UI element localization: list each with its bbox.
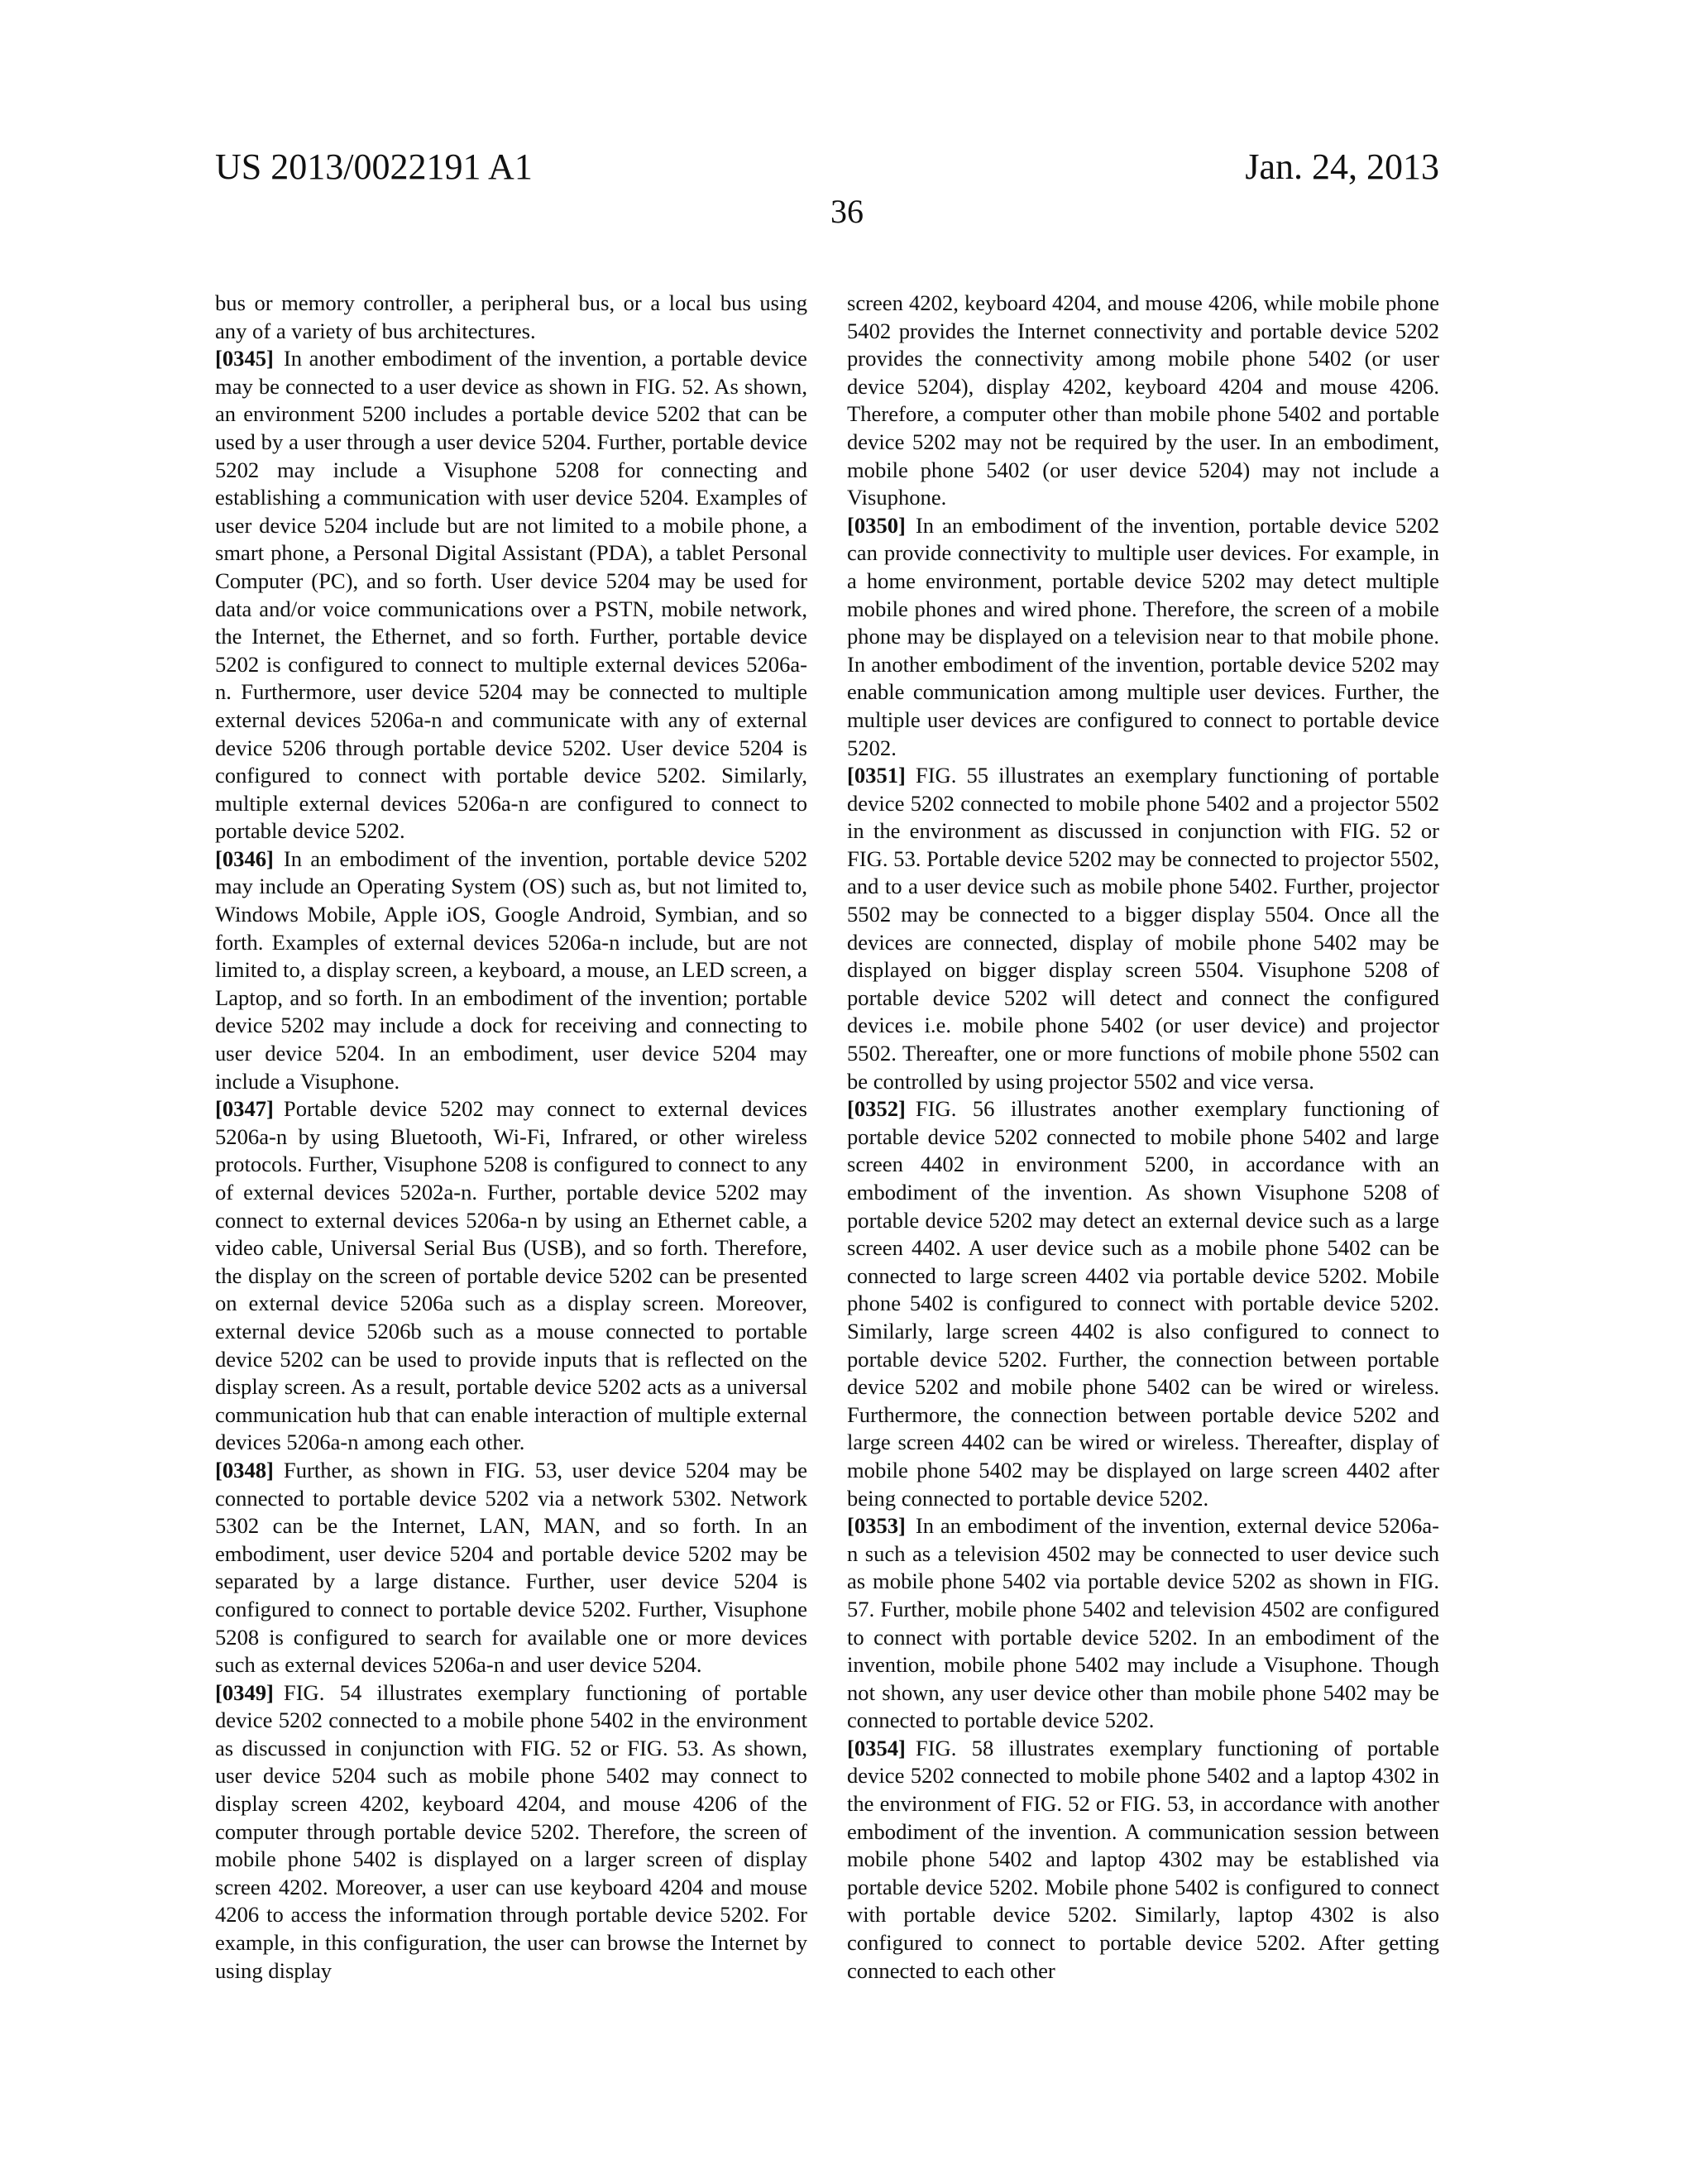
paragraph [215,290,807,345]
paragraph [215,1095,807,1457]
paragraph-text: In an embodiment of the invention, portable device 5202 may include an Operating System (OS) such as, but not limited to, Windows Mobile, Apple iOS, Google Android, Symbian, and so forth. Examples of external devices 5206a-n include, but are not limited to, a display screen, a keyboard, a mouse, an LED screen, a Laptop, and so forth. In an embodiment of the invention; portable device 5202 may include a dock for receiving and connecting to user device 5204. In an embodiment, user device 5204 may include a Visuphone. [215,845,807,1094]
paragraph-number: [0350] [847,512,906,538]
paragraph [215,1679,807,1985]
paragraph [847,1512,1439,1735]
paragraph-text: FIG. 54 illustrates exemplary functioning of portable device 5202 connected to a mobile phone 5402 in the environment as discussed in conjunction with FIG. 52 or FIG. 53. As shown, user device 5204 such as mobile phone 5402 may connect to display screen 4202, keyboard 4204, and mouse 4206 of the computer through portable device 5202. Therefore, the screen of mobile phone 5402 is displayed on a larger screen of display screen 4202. Moreover, a user can use keyboard 4204 and mouse 4206 to access the information through portable device 5202. For example, in this configuration, the user can browse the Internet by using display [215,1679,807,1983]
paragraph-text: screen 4202, keyboard 4204, and mouse 4206, while mobile phone 5402 provides the Internet connectivity and portable device 5202 provides the connectivity among mobile phone 5402 (or user device 5204), display 4202, keyboard 4204 and mouse 4206. Therefore, a computer other than mobile phone 5402 and portable device 5202 may not be required by the user. In an embodiment, mobile phone 5402 (or user device 5204) may not include a Visuphone. [847,290,1439,510]
page-header [215,146,1439,195]
paragraph [215,1457,807,1679]
paragraph-number: [0353] [847,1513,906,1539]
paragraph [215,345,807,845]
paragraph-number: [0346] [215,845,274,871]
publication-date: Jan. 24, 2013 [1245,146,1439,187]
paragraph-text: In an embodiment of the invention, external device 5206a-n such as a television 4502 may be connected to user device such as mobile phone 5402 via portable device 5202 as shown in FIG. 57. Further, mobile phone 5402 and television 4502 are configured to connect with portable device 5202. In an embodiment of the invention, mobile phone 5402 may include a Visuphone. Though not shown, any user device other than mobile phone 5402 may be connected to portable device 5202. [847,1513,1439,1733]
paragraph [847,1095,1439,1512]
left-column [215,290,807,1985]
paragraph-number: [0354] [847,1735,906,1760]
paragraph-text: FIG. 58 illustrates exemplary functioning of portable device 5202 connected to mobile phone 5402 and a laptop 4302 in the environment of FIG. 52 or FIG. 53, in accordance with another embodiment of the invention. A communication session between mobile phone 5402 and laptop 4302 may be established via portable device 5202. Mobile phone 5402 is configured to connect with portable device 5202. Similarly, laptop 4302 is also configured to connect to portable device 5202. After getting connected to each other [847,1735,1439,1983]
right-column [847,290,1439,1985]
paragraph-number: [0345] [215,346,274,371]
paragraph-number: [0352] [847,1096,906,1122]
paragraph [215,845,807,1095]
paragraph [847,290,1439,512]
paragraph-text: In an embodiment of the invention, portable device 5202 can provide connectivity to multiple user devices. For example, in a home environment, portable device 5202 may detect multiple mobile phones and wired phone. Therefore, the screen of a mobile phone may be displayed on a television near to that mobile phone. In another embodiment of the invention, portable device 5202 may enable communication among multiple user devices. Further, the multiple user devices are configured to connect to portable device 5202. [847,512,1439,760]
page-number: 36 [830,193,864,230]
paragraph-text: In another embodiment of the invention, a portable device may be connected to a user device as shown in FIG. 52. As shown, an environment 5200 includes a portable device 5202 that can be used by a user through a user device 5204. Further, portable device 5202 may include a Visuphone 5208 for connecting and establishing a communication with user device 5204. Examples of user device 5204 include but are not limited to a mobile phone, a smart phone, a Personal Digital Assistant (PDA), a tablet Personal Computer (PC), and so forth. User device 5204 may be used for data and/or voice communications over a PSTN, mobile network, the Internet, the Ethernet, and so forth. Further, portable device 5202 is configured to connect to multiple external devices 5206a-n. Furthermore, user device 5204 may be connected to multiple external devices 5206a-n and communicate with any of external device 5206 through portable device 5202. User device 5204 is configured to connect with portable device 5202. Similarly, multiple external devices 5206a-n are configured to connect to portable device 5202. [215,346,807,844]
paragraph [847,512,1439,762]
paragraph-number: [0351] [847,763,906,788]
publication-number: US 2013/0022191 A1 [215,146,533,187]
paragraph-number: [0348] [215,1457,274,1482]
paragraph-number: [0347] [215,1096,274,1122]
paragraph-number: [0349] [215,1679,274,1705]
paragraph-text: Portable device 5202 may connect to external devices 5206a-n by using Bluetooth, Wi-Fi, Infrared, or other wireless protocols. Further, Visuphone 5208 is configured to connect to any of external devices 5202a-n. Further, portable device 5202 may connect to external devices 5206a-n by using an Ethernet cable, a video cable, Universal Serial Bus (USB), and so forth. Therefore, the display on the screen of portable device 5202 can be presented on external device 5206a such as a display screen. Moreover, external device 5206b such as a mouse connected to portable device 5202 can be used to provide inputs that is reflected on the display screen. As a result, portable device 5202 acts as a universal communication hub that can enable interaction of multiple external devices 5206a-n among each other. [215,1096,807,1455]
paragraph [847,1735,1439,1985]
paragraph [847,762,1439,1095]
paragraph-text: bus or memory controller, a peripheral bus, or a local bus using any of a variety of bus architectures. [215,290,807,343]
paragraph-text: FIG. 55 illustrates an exemplary functioning of portable device 5202 connected to mobile phone 5402 and a projector 5502 in the environment as discussed in conjunction with FIG. 52 or FIG. 53. Portable device 5202 may be connected to projector 5502, and to a user device such as mobile phone 5402. Further, projector 5502 may be connected to a bigger display 5504. Once all the devices are connected, display of mobile phone 5402 may be displayed on bigger display screen 5504. Visuphone 5208 of portable device 5202 will detect and connect the configured devices i.e. mobile phone 5402 (or user device) and projector 5502. Thereafter, one or more functions of mobile phone 5502 can be controlled by using projector 5502 and vice versa. [847,763,1439,1094]
paragraph-text: Further, as shown in FIG. 53, user device 5204 may be connected to portable device 5202 via a network 5302. Network 5302 can be the Internet, LAN, MAN, and so forth. In an embodiment, user device 5204 and portable device 5202 may be separated by a large distance. Further, user device 5204 is configured to connect to portable device 5202. Further, Visuphone 5208 is configured to search for available one or more devices such as external devices 5206a-n and user device 5204. [215,1457,807,1678]
paragraph-text: FIG. 56 illustrates another exemplary functioning of portable device 5202 connected to mobile phone 5402 and large screen 4402 in environment 5200, in accordance with an embodiment of the invention. As shown Visuphone 5208 of portable device 5202 may detect an external device such as a large screen 4402. A user device such as a mobile phone 5402 can be connected to large screen 4402 via portable device 5202. Mobile phone 5402 is configured to connect with portable device 5202. Similarly, large screen 4402 is also configured to connect to portable device 5202. Further, the connection between portable device 5202 and mobile phone 5402 can be wired or wireless. Furthermore, the connection between portable device 5202 and large screen 4402 can be wired or wireless. Thereafter, display of mobile phone 5402 may be displayed on large screen 4402 after being connected to portable device 5202. [847,1096,1439,1511]
